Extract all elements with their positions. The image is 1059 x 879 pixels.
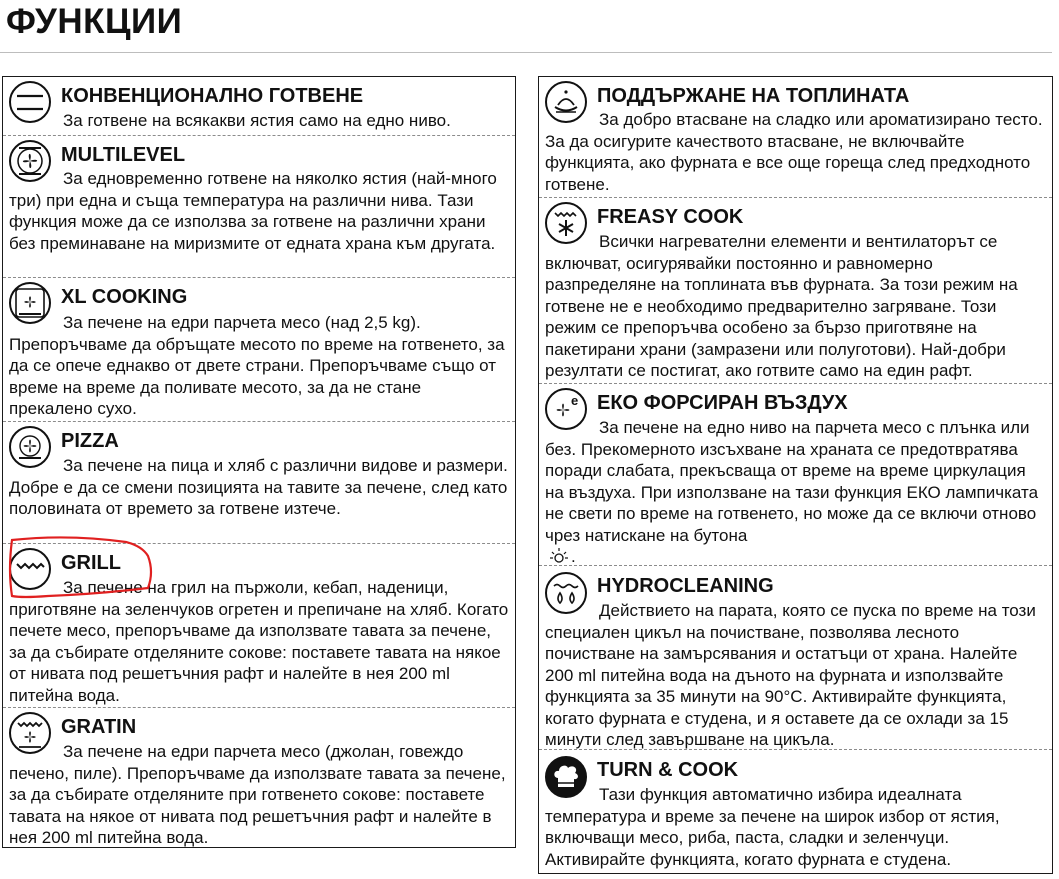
function-title: ПОДДЪРЖАНЕ НА ТОПЛИНАТА bbox=[597, 85, 910, 107]
function-title: ЕКО ФОРСИРАН ВЪЗДУХ bbox=[597, 392, 848, 414]
right-column bbox=[538, 76, 1053, 874]
function-item-eco-forced-air bbox=[539, 383, 1052, 565]
function-item-keep-warm bbox=[539, 77, 1052, 197]
function-title: FREASY COOK bbox=[597, 206, 744, 228]
function-description: За печене на грил на пържоли, кебап, наденици, приготвяне на зеленчуков огретен и препичане на хляб. Когато печете месо, препоръчваме да използвате тавата за печене, за да събирате отделяните сокове: поставете тавата на някое от нивата под решетъчния рафт и налейте в нея 200 ml питейна вода. bbox=[9, 578, 509, 705]
function-title: HYDROCLEANING bbox=[597, 575, 774, 597]
function-description bbox=[545, 417, 1046, 568]
eco-description-end: . bbox=[571, 547, 576, 566]
function-item-grill bbox=[3, 543, 515, 707]
function-item-turn-and-cook bbox=[539, 749, 1052, 873]
function-title: TURN & COOK bbox=[597, 759, 739, 781]
function-description: За печене на пица и хляб с различни видове и размери. Добре е да се смени позицията на тавите за печене, след като половината от времето за готвене изтече. bbox=[9, 456, 508, 518]
page-title: ФУНКЦИИ bbox=[6, 2, 183, 41]
function-title: GRILL bbox=[61, 552, 121, 574]
function-item-gratin bbox=[3, 707, 515, 847]
function-description: За едновременно готвене на няколко ястия (най-много три) при една и съща температура на различни нива. Тази функция може да се използва за готвене на различни храни без преминаване на миризмите от едната храна към другата. bbox=[9, 169, 497, 253]
function-description: За печене на едри парчета месо (джолан, говеждо печено, пиле). Препоръчваме да използвате тавата за печене, за да събирате отделяните при готвенето сокове: поставете тавата на някое от нивата под решетъчния рафт и налейте в нея 200 ml питейна вода. bbox=[9, 742, 506, 847]
svg-text:e: e bbox=[571, 393, 579, 408]
function-item-xl-cooking bbox=[3, 277, 515, 421]
left-column bbox=[2, 76, 516, 848]
lamp-button-icon bbox=[549, 546, 569, 566]
function-description: За добро втасване на сладко или ароматизирано тесто. За да осигурите качеството втасване, не включвайте функцията, ако фурната е все още гореща след предходното готвене. bbox=[545, 110, 1043, 194]
header-rule bbox=[0, 52, 1052, 53]
function-description: Всички нагревателни елементи и вентилаторът се включват, осигурявайки постоянно и равномерно разпределяне на топлината във фурната. За този режим на готвене не е необходимо предварително загряване. Този режим се препоръчва особено за бързо приготвяне на пакетирани храни (замразени или полуготови). Най-добри резултати се постигат, ако готвите само на един рафт. bbox=[545, 232, 1018, 380]
function-title: MULTILEVEL bbox=[61, 144, 186, 166]
function-title: XL COOKING bbox=[61, 286, 188, 308]
function-item-hydrocleaning bbox=[539, 565, 1052, 749]
function-description: Тази функция автоматично избира идеалната температура и време за печене на широк избор от ястия, включващи месо, риба, паста, сладки и зеленчуци. Активирайте функцията, когато фурната е студена. bbox=[545, 785, 1000, 869]
function-item-conventional bbox=[3, 77, 515, 133]
function-title: GRATIN bbox=[61, 716, 137, 738]
function-item-multilevel bbox=[3, 135, 515, 277]
function-description: Действието на парата, която се пуска по време на този специален цикъл на почистване, позволява лесното почистване на замърсявания и остатъци от храна. Налейте 200 ml питейна вода на дъното на фурната и използвайте функцията за 35 минути на 90°C. Активирайте функцията, когато фурната е студена, и я оставете да се охлади за 15 минути след завършване на цикъла. bbox=[545, 601, 1036, 749]
function-description: За печене на едри парчета месо (над 2,5 kg). Препоръчваме да обръщате месото по време на готвенето, за да се опече еднакво от двете страни. Препоръчваме също от време на време да поливате месото, за да не стане прекалено сухо. bbox=[9, 313, 505, 418]
function-item-pizza bbox=[3, 421, 515, 543]
function-item-freasy-cook bbox=[539, 197, 1052, 383]
function-title: КОНВЕНЦИОНАЛНО ГОТВЕНЕ bbox=[61, 85, 364, 107]
eco-description-text: За печене на едно ниво на парчета месо с плънка или без. Прекомерното изсъхване на храната се предотвратява поради слабата, прекъсваща от време на време циркулация на въздуха. При използване на тази функция ЕКО лампичката не свети по време на готвенето, но може да се включи отново чрез натискане на бутона bbox=[545, 418, 1039, 545]
function-title: PIZZA bbox=[61, 430, 119, 452]
function-description: За готвене на всякакви ястия само на едно ниво. bbox=[63, 111, 451, 130]
